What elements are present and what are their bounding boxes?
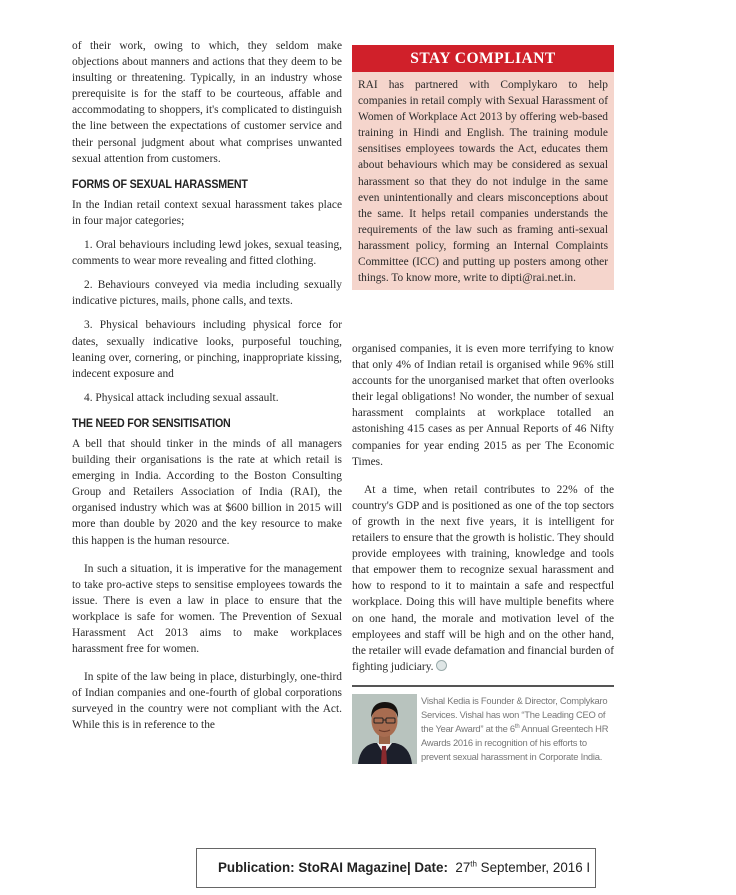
section-heading-forms: FORMS OF SEXUAL HARASSMENT (72, 177, 248, 191)
sensitisation-paragraph-1: A bell that should tinker in the minds of all managers building their organisations is the rate at which retail is emerging in India. According to the Boston Consulting Group and Retailers Association of India (RAI), the organised industry which was at $600 billion in 2015 will more than double by 2020 and the key resource to make this happen is the human resource. (72, 437, 342, 547)
stay-compliant-box (352, 45, 614, 290)
sensitisation-paragraph-2: In such a situation, it is imperative for the management to take pro-active steps to sensitise employees towards the issue. There is even a law in place to ensure that the workplace is safe for women. The Prevention of Sexual Harassment Act 2013 aims to make workplaces harassment free for women. (72, 562, 342, 656)
date-day: 27 (455, 860, 471, 875)
date-rest: September, 2016 I (476, 860, 591, 875)
sidebar-title: STAY COMPLIANT (352, 45, 614, 72)
publication-footer (196, 848, 596, 888)
intro-paragraph: of their work, owing to which, they seldom make objections about manners and actions that they deem to be insulting or threatening. Typically, in an industry whose prerequisite is for the staff to be courteous, affable and accommodating to shoppers, it's complicated to distinguish the line between the expectations of customer service and their personal judgment about what comprises unwanted sexual attention from customers. (72, 40, 342, 165)
bio-text-part2: Annual Greentech HR Awards 2016 in recognition of his efforts to prevent sexual harassment in Corporate India. (421, 723, 609, 762)
sidebar-body: RAI has partnered with Complykaro to help companies in retail comply with Sexual Harassment of Women of Workplace Act 2013 by offering web-based training in Hindi and English. The training module sensitises employees towards the Act, educates them about behaviours which may be considered as sexual harassment so that they do not indulge in the same even unintentionally and clears misconceptions about the same. It helps retail companies understands the requirements of the law such as framing anti-sexual harassment policy, forming an Internal Complaints Committee (ICC) and putting up posters among other things. To know more, write to dipti@rai.net.in. (358, 79, 608, 285)
forms-item-3: 3. Physical behaviours including physical force for dates, sexually indicative looks, purposeful touching, leaning over, cornering, or pinching, inappropriate kissing, indecent exposure and (72, 319, 342, 380)
forms-intro: In the Indian retail context sexual harassment takes place in four major categories; (72, 198, 342, 227)
author-photo (352, 694, 417, 764)
forms-item-4: 4. Physical attack including sexual assault. (84, 391, 279, 404)
right-paragraph-1: organised companies, it is even more terrifying to know that only 4% of Indian retail is organised while 96% still accounts for the unorganised market that often overlooks their legal obligations! No wonder, the number of sexual harassment complaints at workplace totalled an astonishing 415 cases as per Annual Reports of 46 Nifty companies for year ending 2015 as per The Economic Times. (352, 343, 614, 468)
left-column (72, 38, 342, 742)
right-paragraph-2-text: At a time, when retail contributes to 22% of the country's GDP and is positioned as one of the top sectors of growth in the next five years, it is intelligent for retailers to ensure that the growth is holistic. They should provide employees with training, knowledge and tools that empower them to recognize sexual harassment and how to respond to it to maintain a safe and respectful workplace. Doing this will have multiple benefits where on one hand, the morale and motivation level of the employees and staff will be high and on the other hand, the retailer will evade defamation and financial burden of fighting judiciary. (352, 483, 614, 673)
bio-text-part1: Vishal Kedia is Founder & Director, Complykaro Services. Vishal has won “The Leading CEO of the Year Award” at the 6 (421, 695, 608, 735)
end-of-article-icon (436, 660, 447, 671)
forms-item-1: 1. Oral behaviours including lewd jokes, sexual teasing, comments to wear more revealing and fitted clothing. (72, 239, 342, 268)
forms-item-2: 2. Behaviours conveyed via media including sexually indicative pictures, mails, phone calls, and texts. (72, 279, 342, 308)
author-bio (352, 694, 614, 764)
publication-label: Publication: StoRAI Magazine| Date: (218, 860, 448, 875)
date-suffix: th (470, 859, 477, 869)
bio-sup: th (514, 724, 520, 731)
right-paragraph-2 (352, 482, 614, 675)
section-heading-sensitisation: THE NEED FOR SENSITISATION (72, 416, 231, 430)
author-bio-text (421, 694, 614, 763)
sensitisation-paragraph-3: In spite of the law being in place, disturbingly, one-third of Indian companies and one-fourth of global corporations surveyed in the country were not compliant with the Act. While this is in reference to the (72, 671, 342, 732)
right-column (352, 341, 614, 683)
bio-divider (352, 685, 614, 687)
author-portrait-icon (352, 694, 417, 764)
